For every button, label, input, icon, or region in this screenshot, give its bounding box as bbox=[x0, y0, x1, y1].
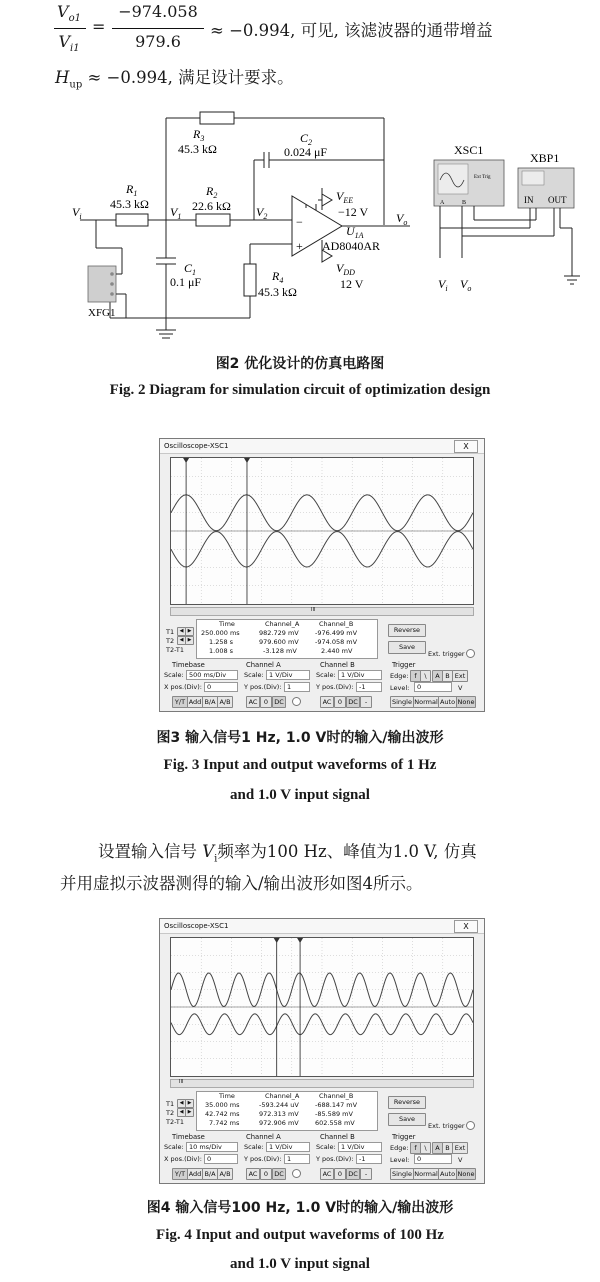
cursor-t1-handle[interactable] bbox=[183, 458, 189, 463]
equation-result-value: ≈ −0.994 bbox=[210, 21, 291, 40]
scope2-scroll-grip: III bbox=[179, 1079, 184, 1085]
scope1-cha-radio[interactable] bbox=[292, 697, 301, 706]
fig4-caption-cn: 图4 输入信号100 Hz, 1.0 V时的输入/输出波形 bbox=[146, 1200, 454, 1216]
hup-sub: up bbox=[69, 79, 83, 91]
scope1-dt-a: -3.128 mV bbox=[263, 647, 297, 655]
scope2-cha-ypos-field[interactable]: 1 bbox=[284, 1154, 310, 1164]
scope1-chb-zero[interactable]: 0 bbox=[334, 696, 346, 708]
paragraph-2-line-1 bbox=[98, 838, 477, 873]
scope1-edge-ext[interactable]: Ext bbox=[452, 670, 468, 682]
vdd-value: 12 V bbox=[340, 277, 364, 291]
scope2-chb-title: Channel B bbox=[320, 1133, 355, 1141]
c1-value: 0.1 μF bbox=[170, 275, 202, 289]
oscilloscope-window-2 bbox=[159, 918, 485, 1184]
scope2-dt-b: 602.558 mV bbox=[315, 1119, 355, 1127]
c1-label: $C_1$ bbox=[184, 261, 197, 277]
xbp1-label: XBP1 bbox=[530, 151, 560, 165]
gain-line bbox=[55, 64, 294, 99]
scope2-chb-ac[interactable]: AC bbox=[320, 1168, 334, 1180]
scope2-chb-scale-label: Scale: bbox=[316, 1143, 336, 1151]
v2-label: $V_2$ bbox=[256, 205, 268, 221]
scope2-level-label: Level: bbox=[390, 1156, 410, 1164]
scope1-row1-label: T1 bbox=[166, 628, 175, 636]
opamp-minus: − bbox=[296, 215, 303, 229]
r3-label: $R_3$ bbox=[193, 127, 205, 143]
scope1-scrollbar[interactable] bbox=[170, 607, 474, 616]
scope2-t2-time: 42.742 ms bbox=[205, 1110, 240, 1118]
r3-value: 45.3 kΩ bbox=[178, 142, 217, 156]
c2-value: 0.024 μF bbox=[284, 145, 328, 159]
r2-label: $R_2$ bbox=[206, 184, 218, 200]
scope2-tb-scale-label: Scale: bbox=[164, 1143, 184, 1151]
scope1-t1-time: 250.000 ms bbox=[201, 629, 240, 637]
fig3-caption-en-2: and 1.0 V input signal bbox=[230, 787, 370, 803]
r1-value: 45.3 kΩ bbox=[110, 197, 149, 211]
scope1-hdr-b: Channel_B bbox=[319, 620, 354, 628]
scope2-edge-rise[interactable]: f bbox=[410, 1142, 421, 1154]
scope2-cha-scale-label: Scale: bbox=[244, 1143, 264, 1151]
scope1-trigger-title: Trigger bbox=[392, 661, 416, 669]
scope2-chb-minus[interactable]: - bbox=[360, 1168, 372, 1180]
vi-label: $V_i$ bbox=[72, 205, 82, 221]
scope1-trig-auto[interactable]: Auto bbox=[439, 698, 456, 706]
scope1-tb-scale-field[interactable]: 500 ms/Div bbox=[186, 670, 238, 680]
scope1-chb-title: Channel B bbox=[320, 661, 355, 669]
scope2-row1-label: T1 bbox=[166, 1100, 175, 1108]
xsc-vi-label: $V_i$ bbox=[438, 277, 448, 293]
scope1-level-field[interactable]: 0 bbox=[414, 682, 452, 692]
hup-symbol: H bbox=[55, 68, 70, 87]
scope1-edge-b[interactable]: B bbox=[442, 670, 453, 682]
fig4-caption-en-2: and 1.0 V input signal bbox=[230, 1256, 370, 1272]
xsc1-ext-trig: Ext Trig bbox=[474, 175, 491, 180]
scope2-mode-add[interactable]: Add bbox=[188, 1170, 202, 1178]
xsc-vo-label: $V_o$ bbox=[460, 277, 472, 293]
scope1-xpos-label: X pos.(Div): bbox=[164, 683, 202, 691]
scope1-cha-title: Channel A bbox=[246, 661, 281, 669]
vo1-symbol: V bbox=[57, 2, 69, 21]
scope2-edge-b[interactable]: B bbox=[442, 1142, 453, 1154]
scope2-hdr-time: Time bbox=[219, 1092, 235, 1100]
equation-denominator-symbol bbox=[54, 32, 84, 54]
scope1-edge-a[interactable]: A bbox=[432, 670, 443, 682]
scope1-edge-rise[interactable]: f bbox=[410, 670, 421, 682]
scope2-cha-dc[interactable]: DC bbox=[272, 1168, 286, 1180]
scope1-cha-dc[interactable]: DC bbox=[272, 696, 286, 708]
scope2-save-button[interactable]: Save bbox=[388, 1113, 426, 1126]
scope1-t2-right-arrow[interactable]: ▶ bbox=[185, 636, 194, 645]
scope2-cha-radio[interactable] bbox=[292, 1169, 301, 1178]
r2-value: 22.6 kΩ bbox=[192, 199, 231, 213]
scope2-trigger-title: Trigger bbox=[392, 1133, 416, 1141]
circuit-diagram bbox=[60, 108, 580, 348]
scope1-dt-b: 2.440 mV bbox=[321, 647, 353, 655]
scope2-trig-none[interactable]: None bbox=[457, 1170, 475, 1178]
scope1-row2-label: T2 bbox=[166, 637, 175, 645]
scope1-xpos-field[interactable]: 0 bbox=[204, 682, 238, 692]
fig3-caption-en-1: Fig. 3 Input and output waveforms of 1 Hz bbox=[163, 757, 437, 773]
scope2-mode-yt[interactable]: Y/T bbox=[172, 1168, 188, 1180]
scope2-chb-scale-field[interactable]: 1 V/Div bbox=[338, 1142, 382, 1152]
scope1-t1-a: 982.729 mV bbox=[259, 629, 299, 637]
scope2-trig-normal[interactable]: Normal bbox=[414, 1170, 438, 1178]
scope1-titlebar bbox=[160, 439, 484, 454]
r4-value: 45.3 kΩ bbox=[258, 285, 297, 299]
xfg1-label: XFG1 bbox=[88, 307, 116, 319]
para2-vi-sub: i bbox=[214, 853, 218, 865]
xbp1-out: OUT bbox=[548, 195, 567, 205]
scope1-hdr-time: Time bbox=[219, 620, 235, 628]
scope2-cha-title: Channel A bbox=[246, 1133, 281, 1141]
fig3-caption-cn: 图3 输入信号1 Hz, 1.0 V时的输入/输出波形 bbox=[156, 730, 444, 746]
scope2-row2-label: T2 bbox=[166, 1109, 175, 1117]
scope1-chb-scale-label: Scale: bbox=[316, 671, 336, 679]
scope1-trig-normal[interactable]: Normal bbox=[414, 698, 438, 706]
equation-numerator-symbol bbox=[54, 2, 84, 24]
scope1-display bbox=[170, 457, 474, 605]
scope2-cha-zero[interactable]: 0 bbox=[260, 1168, 272, 1180]
xsc1-label: XSC1 bbox=[454, 143, 484, 157]
scope2-cha-ac[interactable]: AC bbox=[246, 1168, 260, 1180]
scope2-close-button[interactable]: X bbox=[454, 920, 478, 933]
scope1-ext-trigger-label: Ext. trigger bbox=[428, 650, 465, 658]
scope2-t2-right-arrow[interactable]: ▶ bbox=[185, 1108, 194, 1117]
scope2-t1-a: -593.244 uV bbox=[259, 1101, 299, 1109]
gain-text: ≈ −0.994, 满足设计要求。 bbox=[82, 68, 294, 87]
scope2-hdr-b: Channel_B bbox=[319, 1092, 354, 1100]
scope1-trig-none[interactable]: None bbox=[457, 698, 475, 706]
scope1-t1-b: -976.499 mV bbox=[315, 629, 358, 637]
scope1-cha-scale-label: Scale: bbox=[244, 671, 264, 679]
vo-label: $V_o$ bbox=[396, 211, 408, 227]
scope1-chb-ypos-field[interactable]: -1 bbox=[356, 682, 382, 692]
scope2-edge-ext[interactable]: Ext bbox=[452, 1142, 468, 1154]
scope1-mode-ab[interactable]: A/B bbox=[217, 696, 233, 708]
equation-num-value: −974.058 bbox=[118, 2, 198, 21]
scope1-t2-a: 979.600 mV bbox=[259, 638, 299, 646]
equals-sign: = bbox=[92, 17, 106, 36]
scope2-trig-auto[interactable]: Auto bbox=[439, 1170, 456, 1178]
scope1-title: Oscilloscope-XSC1 bbox=[164, 442, 229, 450]
scope2-chb-dc[interactable]: DC bbox=[346, 1168, 360, 1180]
scope2-chb-ypos-label: Y pos.(Div): bbox=[316, 1155, 354, 1163]
scope1-dt-time: 1.008 s bbox=[209, 647, 234, 655]
scope1-readout bbox=[196, 619, 378, 659]
vdd-label: $V_{DD}$ bbox=[336, 261, 355, 277]
scope1-level-unit: V bbox=[458, 684, 463, 692]
scope2-chb-ypos-field[interactable]: -1 bbox=[356, 1154, 382, 1164]
vi1-sub: i1 bbox=[70, 43, 80, 55]
scope1-t1-left-arrow[interactable]: ◀ bbox=[177, 627, 186, 636]
scope1-chb-ypos-label: Y pos.(Div): bbox=[316, 683, 354, 691]
scope2-dt-time: 7.742 ms bbox=[209, 1119, 240, 1127]
scope1-scroll-grip: III bbox=[311, 607, 316, 613]
scope1-reverse-button[interactable]: Reverse bbox=[388, 624, 426, 637]
xbp1-in: IN bbox=[524, 195, 534, 205]
scope1-tb-scale-label: Scale: bbox=[164, 671, 184, 679]
scope1-cha-scale-field[interactable]: 1 V/Div bbox=[266, 670, 310, 680]
scope1-chb-minus[interactable]: - bbox=[360, 696, 372, 708]
cursor-t2-handle[interactable] bbox=[297, 938, 303, 943]
para2-vi-symbol: V bbox=[202, 842, 215, 861]
scope2-chb-zero[interactable]: 0 bbox=[334, 1168, 346, 1180]
scope1-trig-single[interactable]: Single bbox=[390, 696, 414, 708]
scope2-t2-b: -85.589 mV bbox=[315, 1110, 353, 1118]
scope1-chb-scale-field[interactable]: 1 V/Div bbox=[338, 670, 382, 680]
vee-value: −12 V bbox=[338, 205, 369, 219]
scope2-scrollbar[interactable] bbox=[170, 1079, 474, 1088]
scope2-mode-ba[interactable]: B/A bbox=[202, 1168, 218, 1180]
scope2-t1-time: 35.000 ms bbox=[205, 1101, 240, 1109]
scope2-t1-b: -688.147 mV bbox=[315, 1101, 358, 1109]
scope1-hdr-a: Channel_A bbox=[265, 620, 300, 628]
vee-label: $V_{EE}$ bbox=[336, 189, 354, 205]
xsc1-b: B bbox=[462, 200, 467, 206]
scope2-title: Oscilloscope-XSC1 bbox=[164, 922, 229, 930]
scope2-xpos-label: X pos.(Div): bbox=[164, 1155, 202, 1163]
scope1-edge-fall[interactable]: \ bbox=[420, 670, 431, 682]
equation-fraction-line-left bbox=[54, 28, 86, 29]
opamp-model: AD8040AR bbox=[322, 239, 381, 253]
scope1-t2-left-arrow[interactable]: ◀ bbox=[177, 636, 186, 645]
fig2-caption-cn: 图2 优化设计的仿真电路图 bbox=[215, 356, 385, 372]
scope1-cha-zero[interactable]: 0 bbox=[260, 696, 272, 708]
scope1-timebase-title: Timebase bbox=[172, 661, 205, 669]
scope2-display bbox=[170, 937, 474, 1077]
opamp-plus: + bbox=[296, 239, 303, 253]
paragraph-2-line-2: 并用虚拟示波器测得的输入/输出波形如图4所示。 bbox=[60, 874, 423, 893]
v1-label: $V_1$ bbox=[170, 205, 182, 221]
r4-label: $R_4$ bbox=[272, 269, 284, 285]
scope2-timebase-title: Timebase bbox=[172, 1133, 205, 1141]
scope2-reverse-button[interactable]: Reverse bbox=[388, 1096, 426, 1109]
scope1-edge-label: Edge: bbox=[390, 672, 409, 680]
scope2-trig-single[interactable]: Single bbox=[390, 1168, 414, 1180]
para2-part-a: 设置输入信号 bbox=[98, 842, 203, 861]
scope1-chb-ac[interactable]: AC bbox=[320, 696, 334, 708]
scope2-t1-left-arrow[interactable]: ◀ bbox=[177, 1099, 186, 1108]
equation-result bbox=[210, 17, 493, 41]
vi1-symbol: V bbox=[58, 32, 70, 51]
scope2-edge-label: Edge: bbox=[390, 1144, 409, 1152]
scope1-save-button[interactable]: Save bbox=[388, 641, 426, 654]
scope2-hdr-a: Channel_A bbox=[265, 1092, 300, 1100]
scope2-xpos-field[interactable]: 0 bbox=[204, 1154, 238, 1164]
scope2-t2-left-arrow[interactable]: ◀ bbox=[177, 1108, 186, 1117]
scope2-level-field[interactable]: 0 bbox=[414, 1154, 452, 1164]
equation-tail: , 可见, 该滤波器的通带增益 bbox=[290, 21, 493, 40]
scope1-cha-ypos-label: Y pos.(Div): bbox=[244, 683, 282, 691]
r1-label: $R_1$ bbox=[126, 182, 138, 198]
scope2-dt-a: 972.906 mV bbox=[259, 1119, 299, 1127]
scope1-t2-time: 1.258 s bbox=[209, 638, 234, 646]
equation-fraction-line-right bbox=[112, 28, 204, 29]
scope1-chb-dc[interactable]: DC bbox=[346, 696, 360, 708]
scope2-t1-right-arrow[interactable]: ▶ bbox=[185, 1099, 194, 1108]
fig2-caption-en: Fig. 2 Diagram for simulation circuit of optimization design bbox=[109, 382, 491, 398]
para2-part-b: 频率为100 Hz、峰值为1.0 V, 仿真 bbox=[217, 842, 477, 861]
scope2-t2-a: 972.313 mV bbox=[259, 1110, 299, 1118]
cursor-t1-handle[interactable] bbox=[274, 938, 280, 943]
scope2-cha-scale-field[interactable]: 1 V/Div bbox=[266, 1142, 310, 1152]
scope1-mode-yt[interactable]: Y/T bbox=[172, 696, 188, 708]
scope1-ext-trigger-radio[interactable] bbox=[466, 649, 475, 658]
fig4-caption-en-1: Fig. 4 Input and output waveforms of 100 Hz bbox=[156, 1227, 444, 1243]
oscilloscope-window-1 bbox=[159, 438, 485, 712]
scope1-close-button[interactable]: X bbox=[454, 440, 478, 453]
u1a-label: $U_{1A}$ bbox=[346, 224, 364, 240]
scope2-ext-trigger-radio[interactable] bbox=[466, 1121, 475, 1130]
scope2-row3-label: T2-T1 bbox=[166, 1118, 184, 1126]
scope2-ext-trigger-label: Ext. trigger bbox=[428, 1122, 465, 1130]
scope2-cha-ypos-label: Y pos.(Div): bbox=[244, 1155, 282, 1163]
scope1-cha-ac[interactable]: AC bbox=[246, 696, 260, 708]
scope1-mode-ba[interactable]: B/A bbox=[202, 696, 218, 708]
equation-den-value: 979.6 bbox=[135, 32, 181, 51]
scope1-row3-label: T2-T1 bbox=[166, 646, 184, 654]
scope1-cha-ypos-field[interactable]: 1 bbox=[284, 682, 310, 692]
scope2-edge-fall[interactable]: \ bbox=[420, 1142, 431, 1154]
scope1-level-label: Level: bbox=[390, 684, 410, 692]
scope2-readout bbox=[196, 1091, 378, 1131]
c2-label: $C_2$ bbox=[300, 131, 313, 147]
scope2-level-unit: V bbox=[458, 1156, 463, 1164]
scope2-edge-a[interactable]: A bbox=[432, 1142, 443, 1154]
cursor-t2-handle[interactable] bbox=[244, 458, 250, 463]
scope1-t2-b: -974.058 mV bbox=[315, 638, 358, 646]
scope1-mode-add[interactable]: Add bbox=[188, 698, 202, 706]
scope1-t1-right-arrow[interactable]: ▶ bbox=[185, 627, 194, 636]
xsc1-a: A bbox=[440, 200, 445, 206]
scope2-titlebar bbox=[160, 919, 484, 934]
scope2-tb-scale-field[interactable]: 10 ms/Div bbox=[186, 1142, 238, 1152]
scope2-mode-ab[interactable]: A/B bbox=[217, 1168, 233, 1180]
vo1-sub: o1 bbox=[68, 13, 81, 25]
